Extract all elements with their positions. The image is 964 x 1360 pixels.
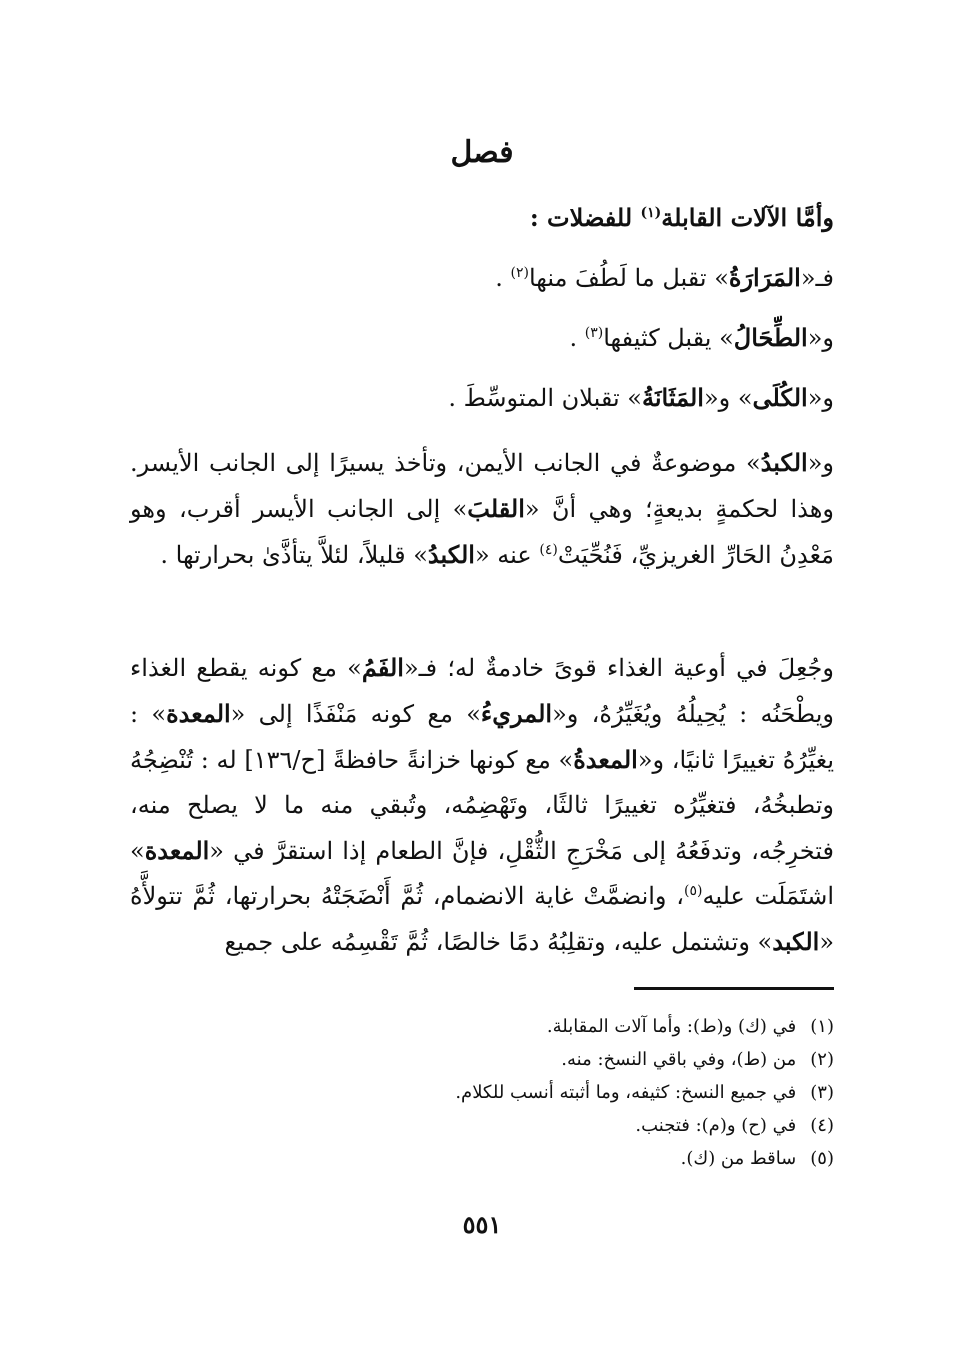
chapter-title: فصل xyxy=(450,135,514,170)
text-run: وأمَّا الآلات القابلة xyxy=(661,203,834,232)
bold-term: المعدة xyxy=(144,836,210,865)
bold-term: المَرَارَةُ xyxy=(728,263,801,292)
footnote-text: في (ك) و(ط): وأما آلات المقابلة. xyxy=(546,1016,797,1037)
footnote-text: في (ح) و(م): فتجنب. xyxy=(635,1115,797,1136)
text-run: . xyxy=(495,264,511,292)
intro-line xyxy=(130,248,834,308)
footnote-text: ساقط من (ك). xyxy=(680,1148,797,1169)
intro-line xyxy=(130,308,834,368)
text-run: للفضلات : xyxy=(529,203,641,232)
bold-term: الكبد xyxy=(772,927,820,956)
bold-term: القلبَ xyxy=(467,494,525,523)
text-run: » مع كونه مَنْفَذًا إلى « xyxy=(230,700,481,728)
text-run: و« xyxy=(807,449,834,477)
footnote-number: (٥) xyxy=(810,1148,834,1169)
footnote-number: (١) xyxy=(810,1016,834,1037)
footnote-number: (٤) xyxy=(810,1115,834,1136)
footnote-item xyxy=(130,1109,834,1142)
footnote-ref[interactable]: (٣) xyxy=(584,325,604,341)
intro-line xyxy=(130,368,834,428)
text-run: » مع كونه يقطع الغذاء ويطْحَنُه : يُحِيلُهُ ويُغَيِّرُهُ، و« xyxy=(130,654,835,728)
footnote-number: (٣) xyxy=(810,1082,834,1103)
paragraph-liver xyxy=(130,440,834,578)
text-run: » و« xyxy=(703,384,753,412)
bold-term: الطِّحَالُ xyxy=(733,323,808,352)
bold-term: المريءُ xyxy=(480,699,553,728)
footnote-text: في جميع النسخ: كثيفه، وما أثبته أنسب للكلام. xyxy=(455,1082,797,1103)
intro-section xyxy=(130,188,834,428)
bold-term: المعدةُ xyxy=(573,745,638,774)
footnote-ref[interactable]: (٢) xyxy=(510,265,529,281)
paragraph-text xyxy=(130,645,834,965)
text-run: » تقبل ما لَطُفَ منها xyxy=(528,264,729,292)
footnotes-list xyxy=(130,1010,834,1175)
text-run: و« xyxy=(807,324,834,352)
page-number: ٥٥١ xyxy=(462,1210,502,1239)
footnote-ref[interactable]: (٤) xyxy=(539,542,558,558)
bold-term: الكبدُ xyxy=(427,540,475,569)
text-run: وجُعِلَ في أوعية الغذاء قوىً خادمةٌ له؛ فـ« xyxy=(403,654,834,682)
bold-term: الكُلَى xyxy=(752,383,808,412)
text-run: و« xyxy=(807,384,834,412)
bold-term: المَثَانَةُ xyxy=(641,383,704,412)
text-run: » موضوعةٌ في الجانب الأيمن، وتأخذ يسيرًا إلى الجانب الأيسر. وهذا لحكمةٍ بديعةٍ؛ وهي أنَّ « xyxy=(130,449,835,523)
text-run: » إلى الجانب الأيسر أقرب، وهو مَعْدِنُ الحَارِّ الغريزيِّ، فَنُحِّيَتْ xyxy=(130,495,834,569)
text-run: عنه « xyxy=(474,541,540,569)
footnote-ref[interactable]: (٥) xyxy=(684,883,703,899)
paragraph-digestion xyxy=(130,645,834,965)
intro-line xyxy=(130,188,834,248)
text-run: » وتشتمل عليه، وتقلِبُهُ دمًا خالصًا، ثُمَّ تَقْسِمُه على جميع xyxy=(224,928,773,956)
footnote-item xyxy=(130,1076,834,1109)
footnote-number: (٢) xyxy=(810,1049,834,1070)
bold-term: الفَمُ xyxy=(361,653,404,682)
footnote-item xyxy=(130,1010,834,1043)
text-run: » قليلاً، لئلاَّ يتأذَّىٰ بحرارتها . xyxy=(160,541,428,569)
text-run: فـ« xyxy=(800,264,834,292)
text-run: » مع كونها خزانةً حافظةً [ح/١٣٦] له : تُنْضِجُهُ وتطبخُهُ، فتغيِّرُه تغييرًا ثالثًا، وتَهْضِمُه، وتُبقي منه ما لا يصلح منه، فتخرِجُه، وتدفَعُهُ إلى مَخْرَجِ الثُّقْلِ، فإنَّ الطعام إذا استقرَّ في « xyxy=(130,746,834,865)
text-run: » يقبل كثيفها xyxy=(603,324,734,352)
text-run: » تقبلان المتوسِّطَ . xyxy=(448,384,642,412)
footnote-divider xyxy=(634,987,834,990)
text-run: . xyxy=(569,324,585,352)
footnote-item xyxy=(130,1043,834,1076)
bold-term: الكبدُ xyxy=(760,448,808,477)
footnote-item xyxy=(130,1142,834,1175)
footnote-text: من (ط)، وفي باقي النسخ: منه. xyxy=(561,1049,797,1070)
text-run: » : يغيِّرُهُ تغييرًا ثانيًا، و« xyxy=(130,700,835,774)
text-run: » اشتَمَلَت عليه xyxy=(130,837,835,910)
footnote-ref[interactable]: (١) xyxy=(640,205,662,221)
text-run: ، وانضمَّتْ غاية الانضمام، ثُمَّ أَنْضَجَتْهُ بحرارتها، ثُمَّ تتولأَّهُ « xyxy=(130,882,834,956)
bold-term: المعدة xyxy=(166,699,231,728)
paragraph-text xyxy=(130,440,834,578)
